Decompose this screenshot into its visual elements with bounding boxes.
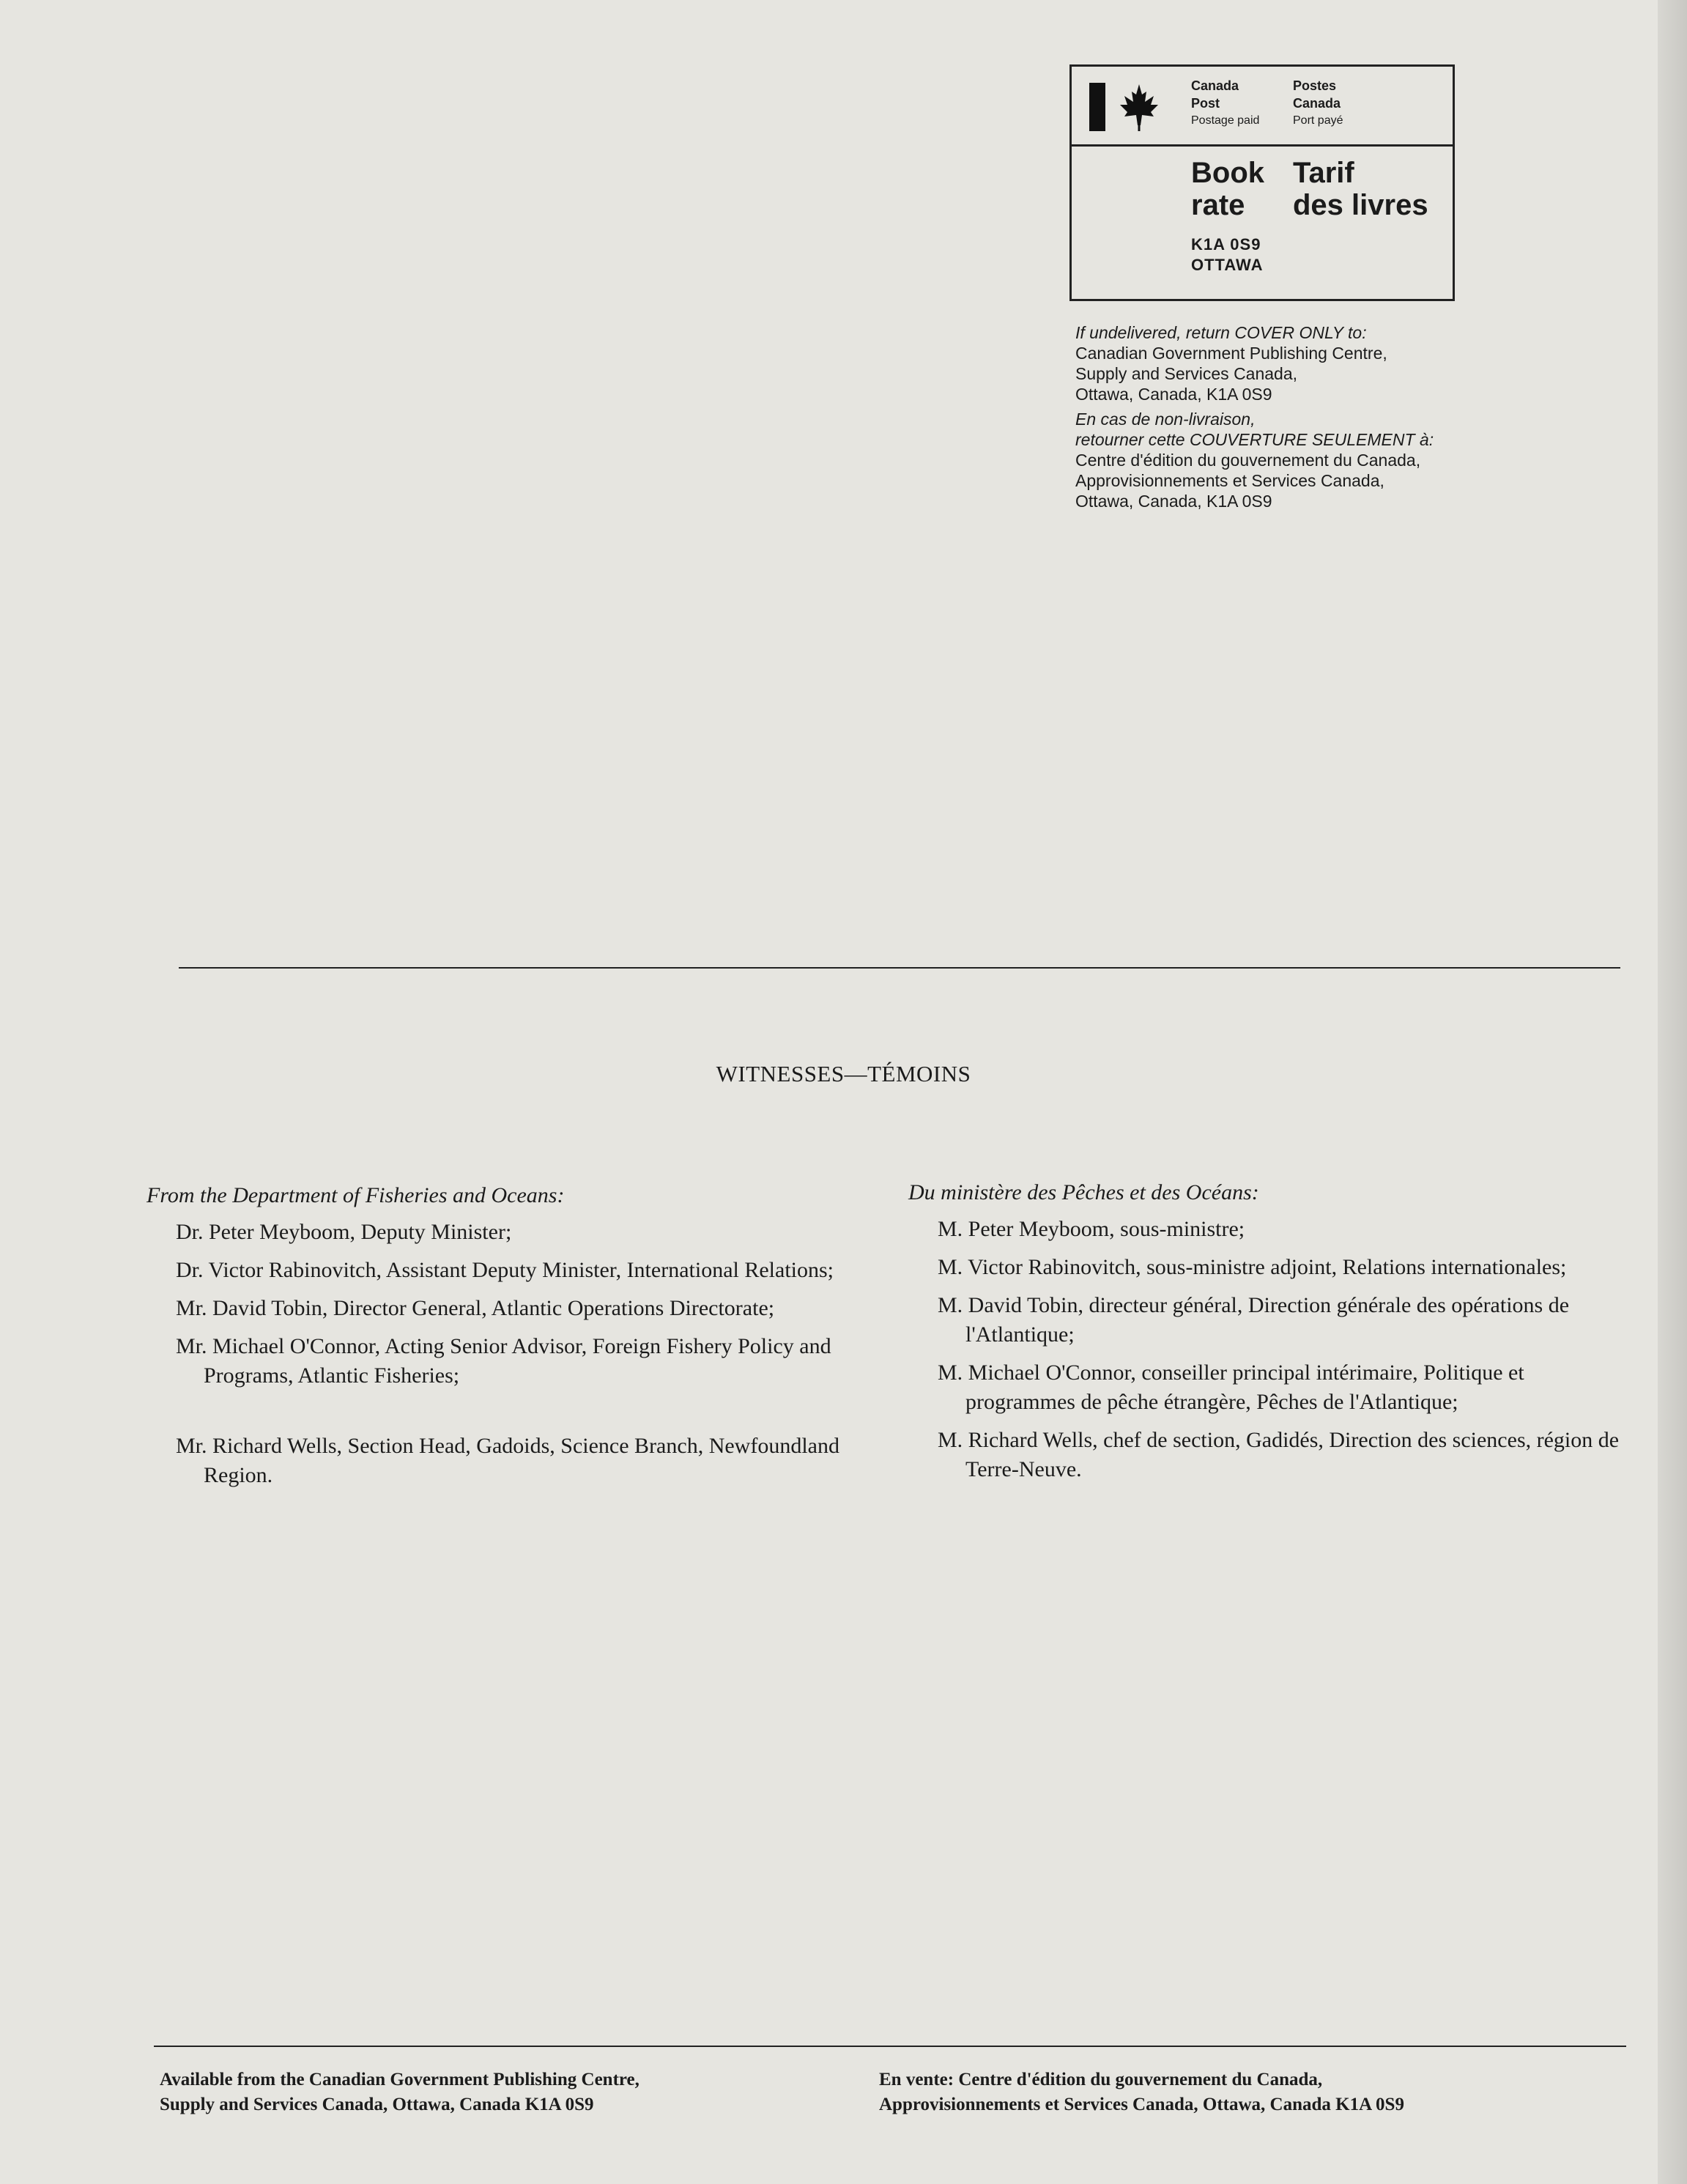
maple-leaf-icon (1117, 83, 1161, 131)
return-notice-en-line: If undelivered, return COVER ONLY to: (1075, 323, 1367, 342)
witness-entry: Mr. David Tobin, Director General, Atlantic Operations Directorate; (176, 1296, 775, 1320)
witness-entry: Dr. Peter Meyboom, Deputy Minister; (176, 1220, 512, 1244)
witness-entry: Mr. Richard Wells, Section Head, Gadoids, Science Branch, Newfoundland Region. (176, 1434, 839, 1487)
return-notice-fr-line: retourner cette COUVERTURE SEULEMENT à: (1075, 430, 1434, 449)
page-edge-shadow (1658, 0, 1687, 2184)
postal-code: K1A 0S9 (1191, 235, 1261, 253)
indicia-address (1191, 234, 1263, 275)
postes-canada-fr (1293, 77, 1343, 130)
flag-bar-icon (1089, 83, 1105, 131)
witnesses-top-rule (179, 967, 1620, 969)
return-notice (1075, 322, 1544, 511)
witnesses-english-column (147, 1181, 879, 1499)
port-paye-label: Port payé (1293, 114, 1343, 127)
canada-fr-label: Canada (1293, 96, 1341, 111)
return-notice-en-line: Supply and Services Canada, (1075, 364, 1298, 383)
postage-indicia (1069, 64, 1455, 301)
witnesses-en-heading: From the Department of Fisheries and Oceans: (147, 1183, 565, 1207)
witnesses-french-column (908, 1178, 1634, 1493)
availability-notice-fr (879, 2068, 1568, 2117)
book-label: Book (1191, 157, 1264, 189)
availability-fr-line: Approvisionnements et Services Canada, Ottawa, Canada K1A 0S9 (879, 2095, 1404, 2114)
book-rate-en (1191, 157, 1264, 221)
postes-fr-label: Postes (1293, 78, 1337, 93)
return-notice-fr-line: Ottawa, Canada, K1A 0S9 (1075, 492, 1272, 511)
availability-en-line: Available from the Canadian Government Publishing Centre, (160, 2070, 639, 2089)
witness-entry: M. Victor Rabinovitch, sous-ministre adjoint, Relations internationales; (938, 1255, 1567, 1279)
witness-entry: M. Michael O'Connor, conseiller principal intérimaire, Politique et programmes de pêche étrangère, Pêches de l'Atlantique; (938, 1361, 1524, 1414)
witness-entry: Dr. Victor Rabinovitch, Assistant Deputy Minister, International Relations; (176, 1258, 834, 1282)
return-notice-en-line: Canadian Government Publishing Centre, (1075, 344, 1387, 363)
return-notice-fr-line: Approvisionnements et Services Canada, (1075, 471, 1384, 490)
indicia-corner-cut (1404, 64, 1455, 151)
witness-entry: M. David Tobin, directeur général, Direction générale des opérations de l'Atlantique; (938, 1293, 1570, 1347)
availability-fr-line: En vente: Centre d'édition du gouvernement du Canada, (879, 2070, 1323, 2089)
tarif-livres-fr (1293, 157, 1428, 221)
witness-entry: Mr. Michael O'Connor, Acting Senior Advisor, Foreign Fishery Policy and Programs, Atlantic Fisheries; (176, 1334, 831, 1388)
canada-post-en (1191, 77, 1259, 130)
availability-en-line: Supply and Services Canada, Ottawa, Canada K1A 0S9 (160, 2095, 594, 2114)
postage-paid-label: Postage paid (1191, 114, 1260, 127)
rate-label: rate (1191, 189, 1245, 221)
indicia-header (1069, 64, 1455, 147)
witnesses-title: WITNESSES—TÉMOINS (716, 1061, 971, 1087)
canada-en-label: Canada (1191, 78, 1239, 93)
witness-entry: M. Peter Meyboom, sous-ministre; (938, 1217, 1245, 1241)
witnesses-fr-heading: Du ministère des Pêches et des Océans: (908, 1180, 1259, 1204)
footer-rule (154, 2046, 1626, 2047)
witness-entry: M. Richard Wells, chef de section, Gadidés, Direction des sciences, région de Terre-Neuve. (938, 1428, 1620, 1481)
post-en-label: Post (1191, 96, 1220, 111)
return-notice-en-line: Ottawa, Canada, K1A 0S9 (1075, 385, 1272, 404)
city-label: OTTAWA (1191, 256, 1264, 274)
des-livres-label: des livres (1293, 189, 1428, 221)
return-notice-fr-line: Centre d'édition du gouvernement du Canada, (1075, 451, 1421, 470)
availability-notice-en (160, 2068, 804, 2117)
spacer (147, 1399, 879, 1432)
tarif-label: Tarif (1293, 157, 1354, 189)
return-notice-fr-line: En cas de non-livraison, (1075, 410, 1256, 429)
